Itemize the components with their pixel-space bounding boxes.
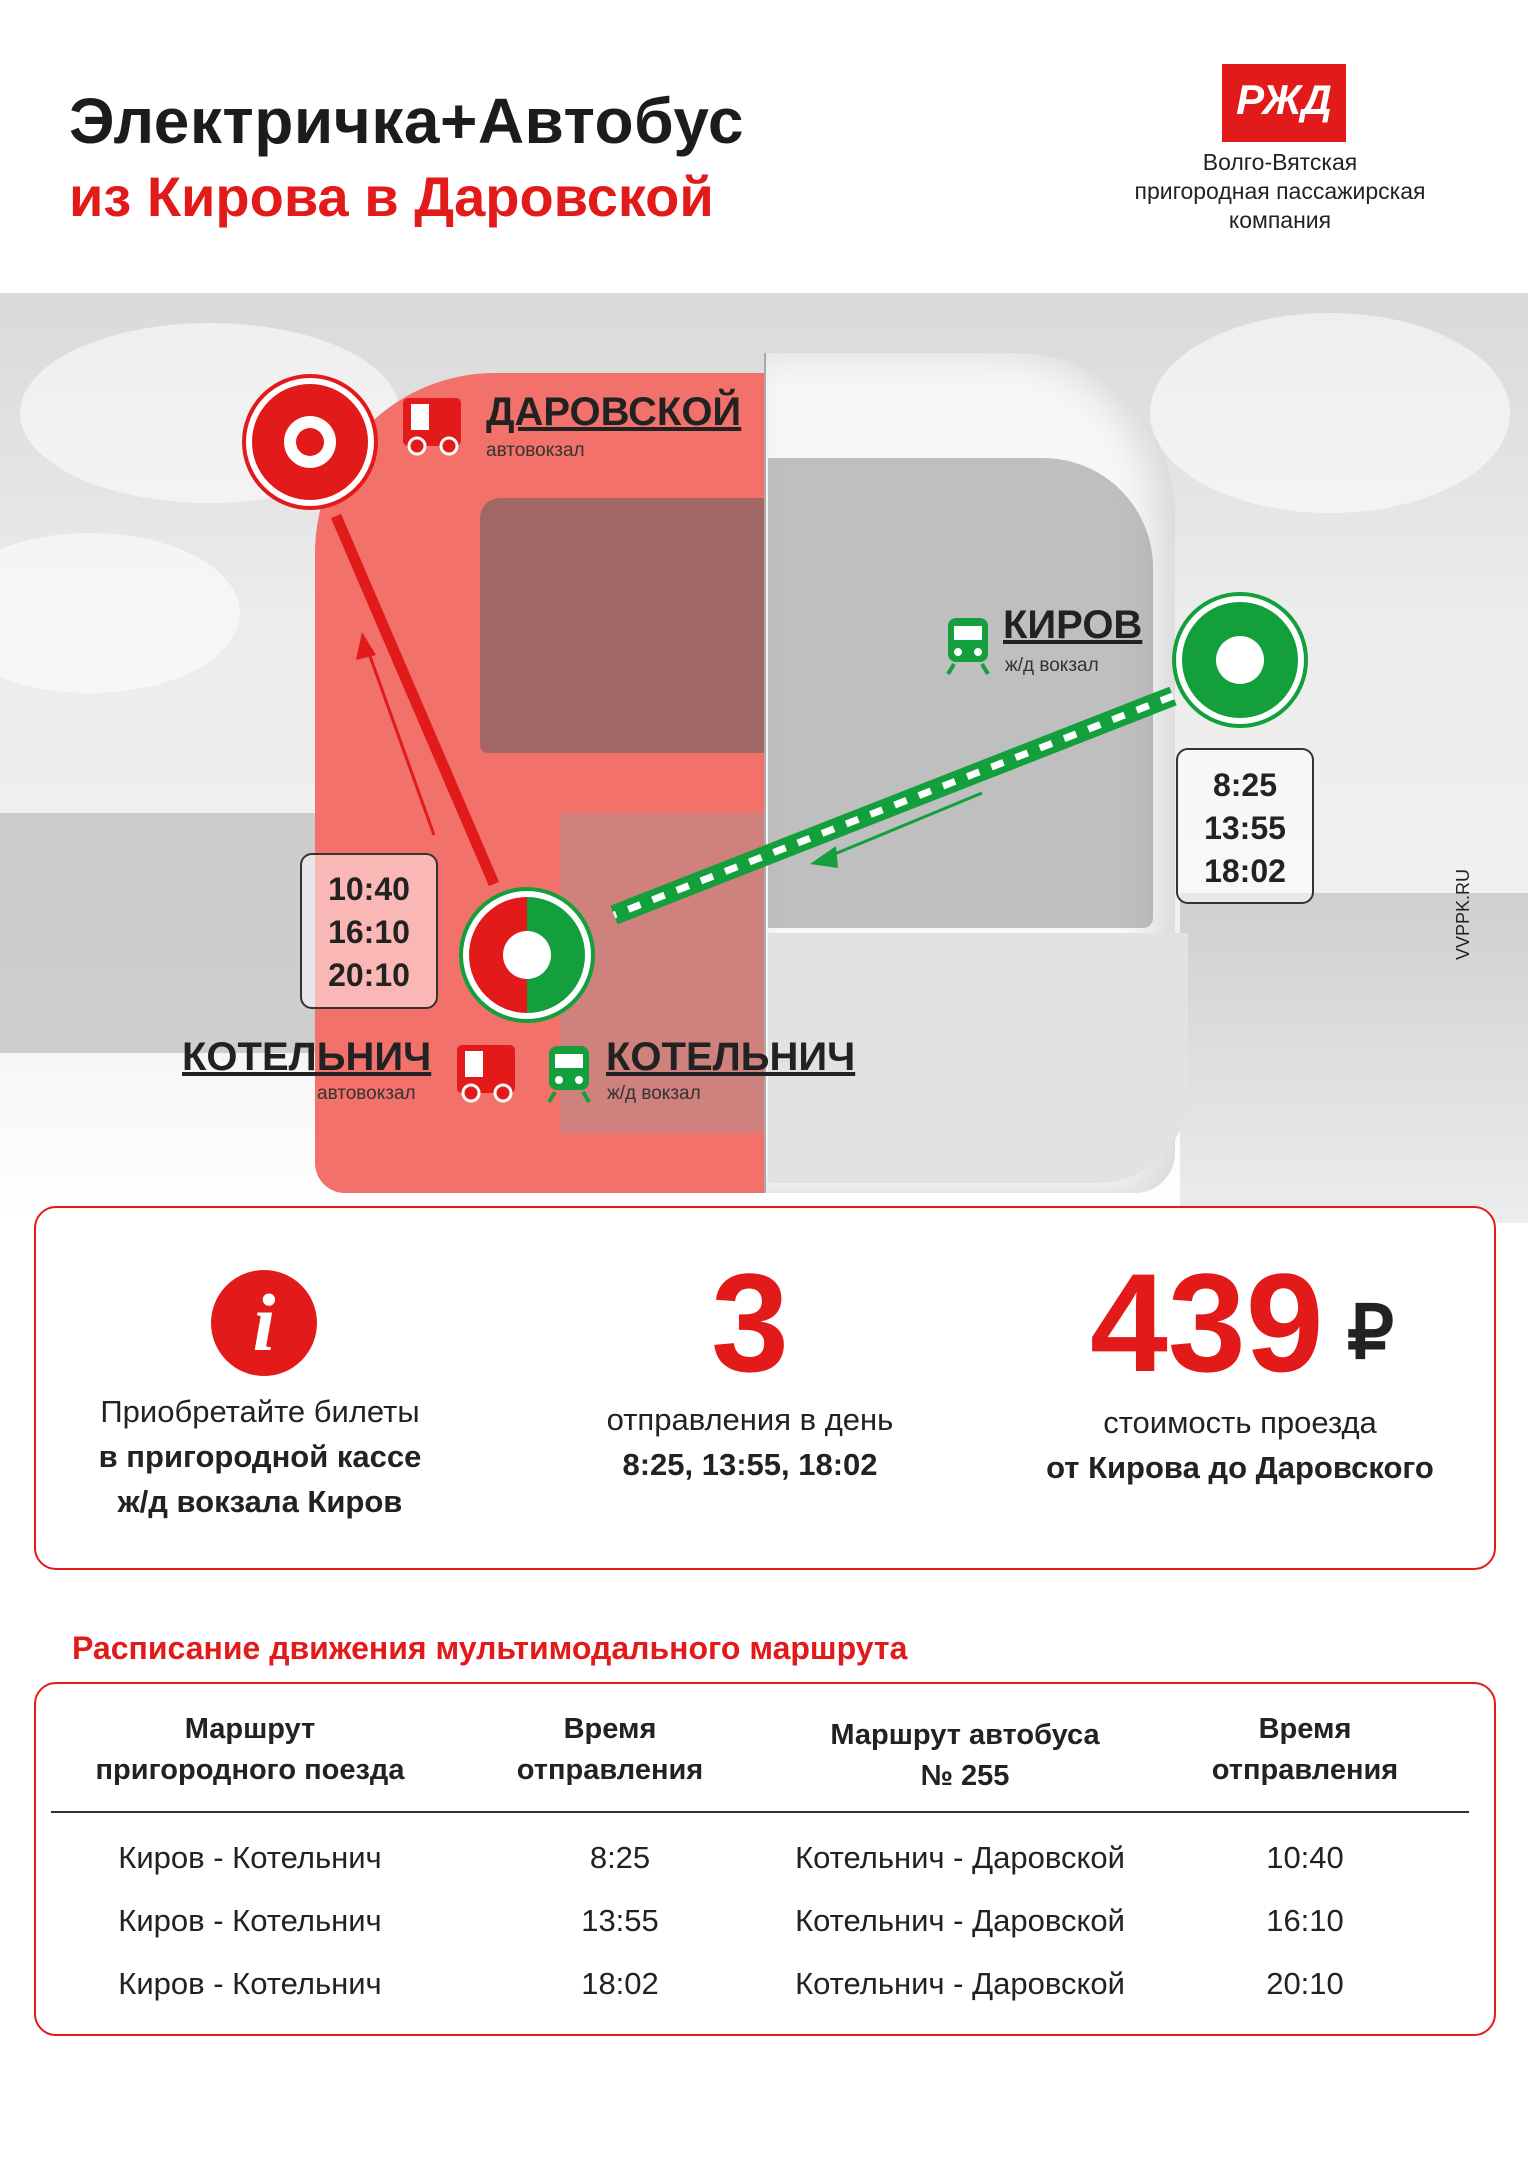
table-cell-bus-route: Котельнич - Даровской [795, 1966, 1125, 2001]
kotelnich-times-box [300, 853, 438, 1009]
bus-icon [457, 1045, 515, 1101]
stop-darovskoy-name: ДАРОВСКОЙ [486, 390, 742, 434]
stop-kotelnich-bus-name: КОТЕЛЬНИЧ [182, 1035, 432, 1079]
stop-kotelnich-bus-sub: автовокзал [317, 1083, 416, 1104]
table-cell-train-time: 8:25 [589, 1840, 651, 1875]
stop-kirov-sub: ж/д вокзал [1005, 655, 1099, 676]
stop-darovskoy-sub: автовокзал [486, 440, 585, 461]
header-line: № 255 [920, 1760, 1010, 1792]
table-cell-bus-time: 16:10 [1266, 1903, 1344, 1938]
table-cell-bus-time: 20:10 [1266, 1966, 1344, 2001]
table-cell-bus-time: 10:40 [1266, 1840, 1344, 1875]
stop-kotelnich-rail-name: КОТЕЛЬНИЧ [606, 1035, 856, 1079]
kirov-marker [1174, 594, 1306, 726]
fare-amount: 439 [1090, 1244, 1324, 1401]
website-watermark: VVPPK.RU [1453, 868, 1473, 960]
header-line: отправления [516, 1754, 704, 1786]
header-line: Время [563, 1713, 657, 1745]
bus-route-line [336, 516, 494, 884]
darovskoy-marker [244, 376, 376, 508]
header-divider [51, 1811, 1469, 1813]
departure-time: 16:10 [328, 914, 410, 950]
fare-label: стоимость проезда [1103, 1405, 1377, 1440]
kirov-times-box [1176, 748, 1314, 904]
page-subtitle: из Кирова в Даровской [69, 165, 714, 228]
arrow-head [810, 846, 838, 868]
departures-label: отправления в день [606, 1402, 894, 1437]
header-bus-time [1180, 1709, 1430, 1791]
departures-info [530, 1397, 970, 1487]
ticket-info-line: в пригородной кассе [98, 1439, 422, 1474]
stop-kirov-name: КИРОВ [1003, 603, 1143, 647]
train-icon [948, 618, 988, 674]
departure-time: 18:02 [1204, 853, 1286, 889]
kotelnich-marker [461, 889, 593, 1021]
fare-info [990, 1400, 1490, 1490]
table-cell-train-route: Киров - Котельнич [118, 1966, 382, 2001]
info-icon: i [211, 1270, 317, 1376]
table-cell-train-time: 18:02 [581, 1966, 659, 2001]
bus-icon [403, 398, 461, 454]
company-line: компания [1228, 207, 1332, 233]
header-train-route [60, 1709, 440, 1791]
ticket-info-line: ж/д вокзала Киров [117, 1484, 403, 1519]
ticket-info [50, 1389, 470, 1524]
page-title: Электричка+Автобус [69, 85, 744, 157]
ruble-sign: ₽ [1347, 1291, 1395, 1374]
departure-time: 8:25 [1212, 767, 1278, 803]
header-line: Время [1258, 1713, 1352, 1745]
table-cell-train-time: 13:55 [581, 1903, 659, 1938]
fare-route: от Кирова до Даровского [1046, 1450, 1434, 1485]
departure-time: 20:10 [328, 957, 410, 993]
header-line: пригородного поезда [95, 1754, 405, 1786]
table-cell-bus-route: Котельнич - Даровской [795, 1903, 1125, 1938]
table-cell-train-route: Киров - Котельнич [118, 1840, 382, 1875]
departures-count: 3 [711, 1244, 789, 1401]
rzd-logo-text: РЖД [1236, 76, 1332, 123]
departure-time: 10:40 [328, 871, 410, 907]
table-cell-train-route: Киров - Котельнич [118, 1903, 382, 1938]
schedule-title: Расписание движения мультимодального маршрута [72, 1630, 908, 1666]
header-train-time [490, 1709, 730, 1791]
header-bus-route [780, 1715, 1150, 1797]
header-line: Маршрут автобуса [830, 1719, 1100, 1751]
header-line: Маршрут [184, 1713, 316, 1745]
ticket-info-line: Приобретайте билеты [100, 1394, 420, 1429]
departure-time: 13:55 [1204, 810, 1286, 846]
arrow-head [356, 632, 376, 660]
stop-kotelnich-rail-sub: ж/д вокзал [607, 1083, 701, 1104]
company-line: пригородная пассажирская [1134, 178, 1426, 204]
train-icon [549, 1046, 589, 1102]
company-line: Волго-Вятская [1202, 149, 1358, 175]
table-cell-bus-route: Котельнич - Даровской [795, 1840, 1125, 1875]
departures-times: 8:25, 13:55, 18:02 [622, 1447, 878, 1482]
header-line: отправления [1211, 1754, 1399, 1786]
